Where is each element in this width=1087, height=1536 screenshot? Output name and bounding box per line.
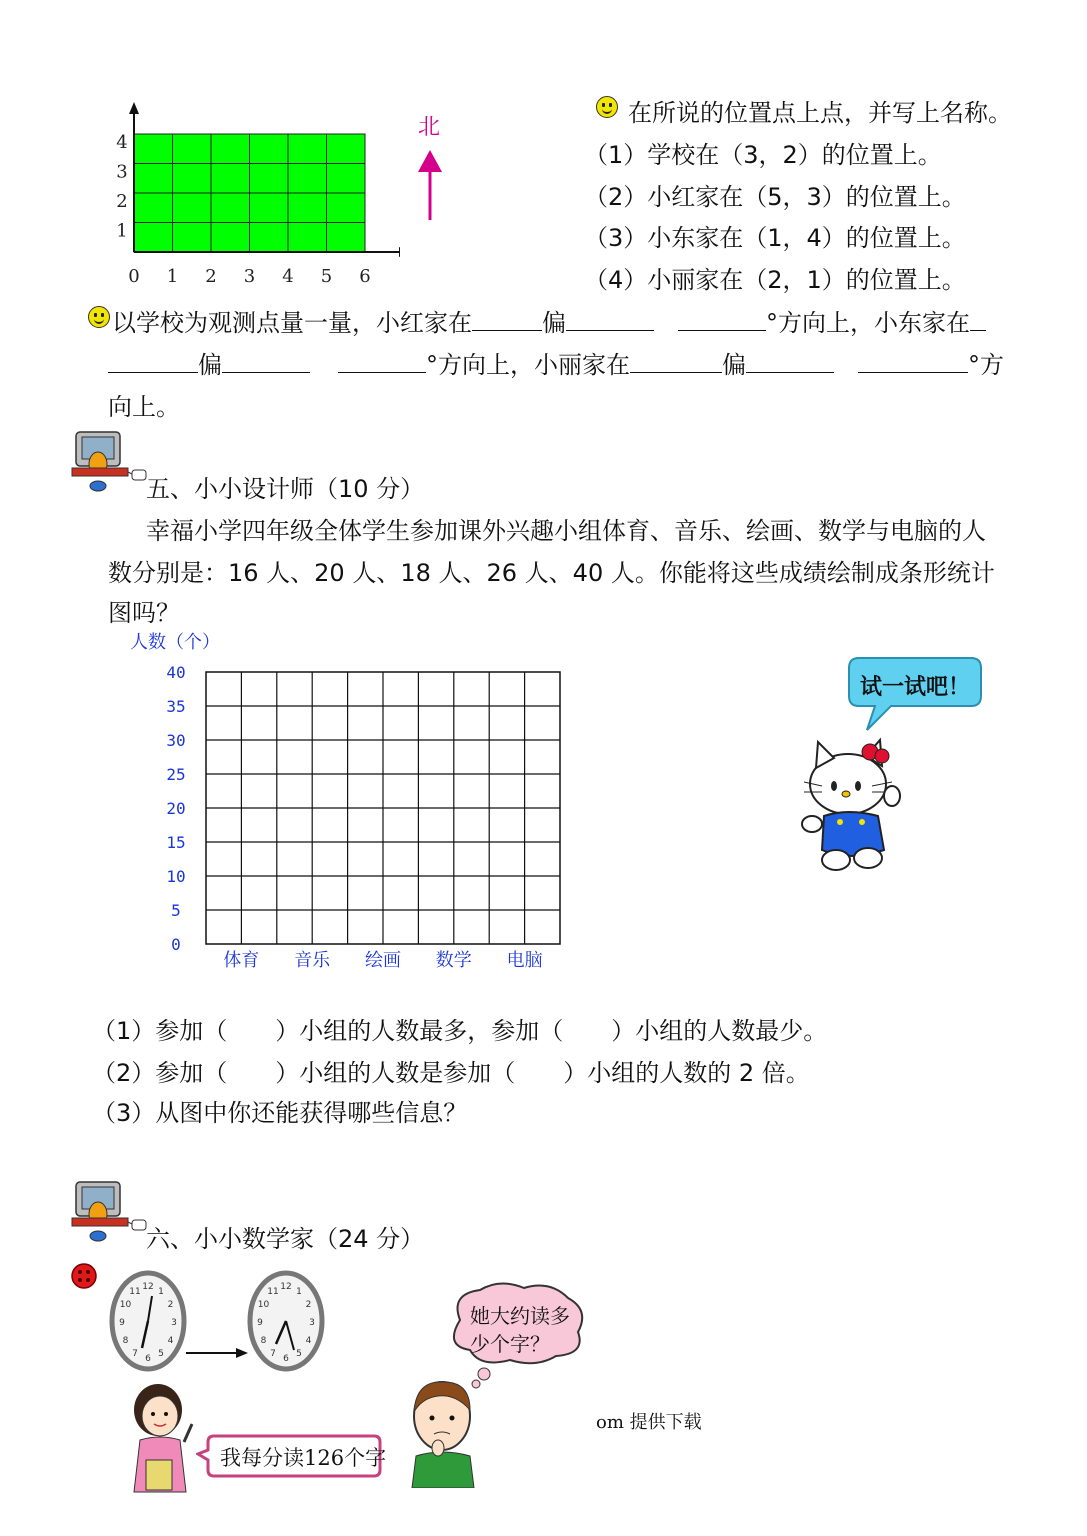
answer-blank[interactable] [858,352,968,373]
measure-text: 偏 [198,351,222,379]
answer-blank[interactable] [970,310,986,331]
clock-numeral: 10 [119,1300,132,1310]
girl-illustration [120,1380,200,1500]
measure-text: °方向上，小丽家在 [426,351,630,379]
clock-numeral: 8 [122,1336,129,1346]
y-tick-label: 5 [171,901,181,920]
smiley-icon [88,306,110,328]
category-label: 电脑 [506,950,543,971]
answer-blank[interactable] [338,352,426,373]
y-axis-label: 人数（个） [130,632,220,653]
section6-title: 六、小小数学家（24 分） [146,1225,425,1253]
computer-kid-icon [70,1180,150,1248]
clock-numeral: 1 [296,1286,302,1297]
answer-blank[interactable] [566,310,654,331]
north-arrow-icon [416,148,446,223]
y-tick-label: 4 [116,132,128,153]
answer-blank[interactable] [222,352,310,373]
x-tick-label: 3 [243,266,256,287]
answer-blank[interactable] [472,310,542,331]
locate-item-4: （4）小丽家在（2，1）的位置上。 [584,266,966,294]
arrow-right-icon [186,1346,248,1360]
speech-text: 试一试吧！ [860,675,971,700]
north-label: 北 [418,115,441,140]
clock-numeral: 9 [257,1318,263,1328]
category-label: 音乐 [294,950,331,971]
y-tick-label: 2 [116,191,128,212]
clock-numeral: 9 [119,1318,125,1328]
clock-numeral: 12 [280,1282,292,1292]
y-tick-label: 25 [166,765,186,784]
answer-blank[interactable] [630,352,722,373]
y-tick-label: 3 [116,161,128,183]
section5-question-2: （2）参加（ ）小组的人数是参加（ ）小组的人数的 2 倍。 [92,1059,810,1087]
category-label: 体育 [223,950,260,971]
clock-numeral: 8 [260,1336,267,1346]
x-tick-label: 2 [205,266,217,287]
clock-numeral: 2 [305,1300,312,1310]
y-tick-label: 10 [166,867,186,886]
category-label: 数学 [435,950,472,971]
coordinate-grid [100,100,400,295]
smiley-icon [596,96,618,118]
clock-numeral: 12 [142,1282,154,1292]
girl-speech-text: 我每分读126个字 [220,1446,387,1470]
thought-text-2: 少个字？ [470,1332,550,1356]
x-tick-label: 0 [128,266,140,287]
clock-numeral: 4 [305,1336,312,1346]
clock-end-icon [246,1268,326,1374]
measure-text: 偏 [722,351,746,379]
clock-numeral: 11 [267,1286,279,1297]
locate-instruction: 在所说的位置点上点，并写上名称。 [628,99,1012,127]
y-tick-label: 20 [166,799,186,818]
red-ladybug-icon [70,1262,98,1290]
boy-illustration [408,1376,478,1488]
locate-item-2: （2）小红家在（5，3）的位置上。 [584,183,966,211]
clock-numeral: 10 [257,1300,270,1310]
y-tick-label: 40 [166,663,186,682]
section5-title: 五、小小设计师（10 分） [146,475,425,503]
x-tick-label: 1 [166,266,179,287]
clock-start-icon [108,1268,188,1374]
clock-numeral: 7 [132,1349,138,1360]
measure-text: 以学校为观测点量一量，小红家在 [112,309,472,337]
answer-blank[interactable] [678,310,766,331]
clock-numeral: 3 [171,1318,177,1328]
y-tick-label: 30 [166,731,186,750]
measure-line-2 [108,350,1004,380]
clock-numeral: 6 [283,1354,289,1364]
hello-kitty-illustration [800,732,910,877]
x-tick-label: 5 [320,266,333,287]
category-label: 绘画 [365,950,401,971]
y-tick-label: 0 [171,935,181,954]
clock-numeral: 6 [145,1354,151,1364]
thought-text-1: 她大约读多 [470,1304,570,1328]
x-tick-label: 6 [359,266,371,287]
clock-numeral: 1 [158,1286,164,1297]
answer-blank[interactable] [746,352,834,373]
clock-numeral: 2 [167,1300,174,1310]
clock-numeral: 4 [167,1336,174,1346]
bar-chart [120,628,580,973]
locate-item-3: （3）小东家在（1，4）的位置上。 [584,224,966,252]
section5-para-1: 幸福小学四年级全体学生参加课外兴趣小组体育、音乐、绘画、数学与电脑的人 [146,517,986,545]
measure-text: °方向上，小东家在 [766,309,970,337]
clock-numeral: 3 [309,1318,315,1328]
footer-text: om 提供下载 [596,1412,702,1433]
measure-line-1 [112,308,986,338]
measure-line-3: 向上。 [108,393,180,421]
computer-kid-icon [70,430,150,498]
section5-question-1: （1）参加（ ）小组的人数最多，参加（ ）小组的人数最少。 [92,1017,828,1045]
section5-question-3: （3）从图中你还能获得哪些信息？ [92,1099,468,1127]
y-tick-label: 1 [116,220,128,242]
x-tick-label: 4 [282,266,294,287]
clock-numeral: 11 [129,1286,141,1297]
section5-para-2: 数分别是：16 人、20 人、18 人、26 人、40 人。你能将这些成绩绘制成条形统计 [108,559,995,587]
answer-blank[interactable] [108,352,198,373]
y-tick-label: 35 [166,697,186,716]
clock-numeral: 7 [270,1349,276,1360]
y-tick-label: 15 [166,833,186,852]
clock-numeral: 5 [296,1349,302,1360]
locate-item-1: （1）学校在（3，2）的位置上。 [584,141,942,169]
measure-text: °方 [968,351,1004,379]
section5-para-3: 图吗？ [108,599,180,627]
clock-numeral: 5 [158,1349,164,1360]
measure-text: 偏 [542,309,566,337]
